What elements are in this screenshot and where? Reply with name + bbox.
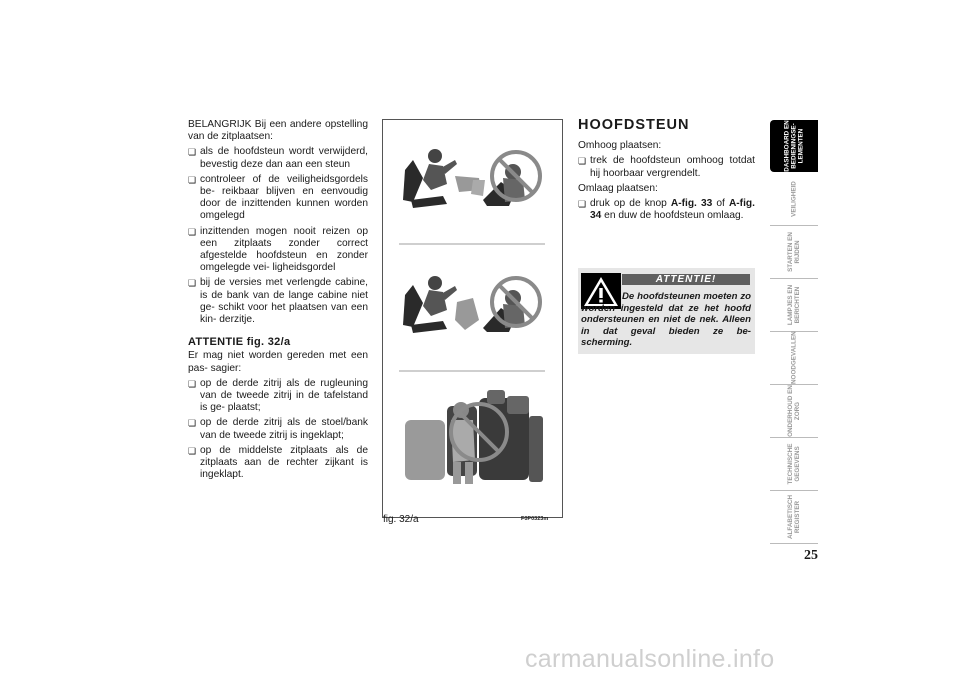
chapter-tabs <box>770 120 818 544</box>
list-item <box>578 198 755 222</box>
page-number: 25 <box>804 548 818 563</box>
intro-text: BELANGRIJK Bij een andere opstelling van de zitplaatsen: <box>188 119 368 143</box>
watermark: carmanualsonline.info <box>525 645 775 673</box>
list-item: ❏ bij de versies met verlengde cabine, is de bank van de lange cabine niet ge- schikt voor het plaatsen van een kin- derzitje. <box>188 277 368 326</box>
chapter-tab-onderhoud[interactable] <box>770 385 818 437</box>
chapter-tab-technische[interactable] <box>770 438 818 490</box>
chapter-tab-label: ONDERHOUD EN ZORG <box>787 385 801 437</box>
figure-code: F0P0323m <box>521 516 549 522</box>
panel-1 <box>403 149 540 208</box>
seat-illustration <box>383 120 562 517</box>
chapter-tab-label: LAMPJES EN BERICHTEN <box>787 284 801 326</box>
section-heading: HOOFDSTEUN <box>578 117 690 133</box>
warning-box <box>578 268 755 354</box>
figure-caption: fig. 32/a <box>383 514 419 525</box>
list-item: ❏ op de derde zitrij als de rugleuning van de tweede zitrij in de tafelstand is ge- plaatst; <box>188 378 368 415</box>
raise-intro: Omhoog plaatsen: <box>578 140 662 152</box>
list-item: ❏ trek de hoofdsteun omhoog totdat hij hoorbaar vergrendelt. <box>578 155 755 179</box>
warning-title: ATTENTIE! <box>622 274 750 285</box>
lower-text-end: en duw de hoofdsteun omlaag. <box>601 210 744 222</box>
chapter-tab-label: STARTEN EN RIJDEN <box>787 232 801 272</box>
chapter-tab-noodgevallen[interactable] <box>770 332 818 384</box>
attentie-heading: ATTENTIE fig. 32/a <box>188 336 291 349</box>
figure-ref-33: A-fig. 33 <box>670 198 713 210</box>
list-item: ❏ als de hoofdsteun wordt verwijderd, bevestig deze dan aan een steun <box>188 146 368 170</box>
panel-3 <box>405 390 543 484</box>
lower-text-start: druk op de knop <box>590 198 671 210</box>
lower-intro: Omlaag plaatsen: <box>578 182 658 194</box>
list-item: ❏ controleer of de veiligheidsgordels be- reikbaar blijven en eenvoudig door de inzittenden kunnen worden omgelegd <box>188 174 368 223</box>
panel-2 <box>403 276 540 333</box>
list-item: ❏ op de derde zitrij als de stoel/bank van de tweede zitrij is ingeklapt; <box>188 417 368 441</box>
chapter-tab-veiligheid[interactable] <box>770 173 818 225</box>
chapter-tab-label: NOODGEVALLEN <box>790 331 798 384</box>
chapter-tab-starten[interactable] <box>770 226 818 278</box>
chapter-tab-label: ALFABETISCH REGISTER <box>787 494 801 540</box>
chapter-tab-dashboard[interactable] <box>770 120 818 172</box>
list-item: ❏ inzittenden mogen nooit reizen op een zitplaats zonder correct afgestelde hoofdsteun en zonder omgelegde vei- ligheidsgordel <box>188 226 368 275</box>
left-column <box>188 119 368 484</box>
chapter-tab-label: TECHNISCHE GEGEVENS <box>787 443 801 485</box>
chapter-tab-lampjes[interactable] <box>770 279 818 331</box>
right-column <box>578 119 755 225</box>
list-item: ❏ op de middelste zitplaats als de zitplaats aan de rechter zijkant is ingeklapt. <box>188 445 368 482</box>
chapter-tab-register[interactable] <box>770 491 818 543</box>
chapter-tab-label: DASHBOARD EN BEDIENINGSE- LEMENTEN <box>783 120 805 172</box>
figure-ref-34: A-fig. 34 <box>590 198 755 222</box>
lower-text-mid: of <box>712 198 729 210</box>
figure-illustration <box>382 119 563 518</box>
attentie-intro: Er mag niet worden gereden met een pas- sagier: <box>188 350 368 374</box>
warning-text: De hoofdsteunen moeten zo worden ingesteld dat ze het hoofd ondersteunen en niet de nek. Alleen in dat geval bieden ze be- scherming. <box>581 291 751 349</box>
chapter-tab-label: VEILIGHEID <box>790 181 798 217</box>
